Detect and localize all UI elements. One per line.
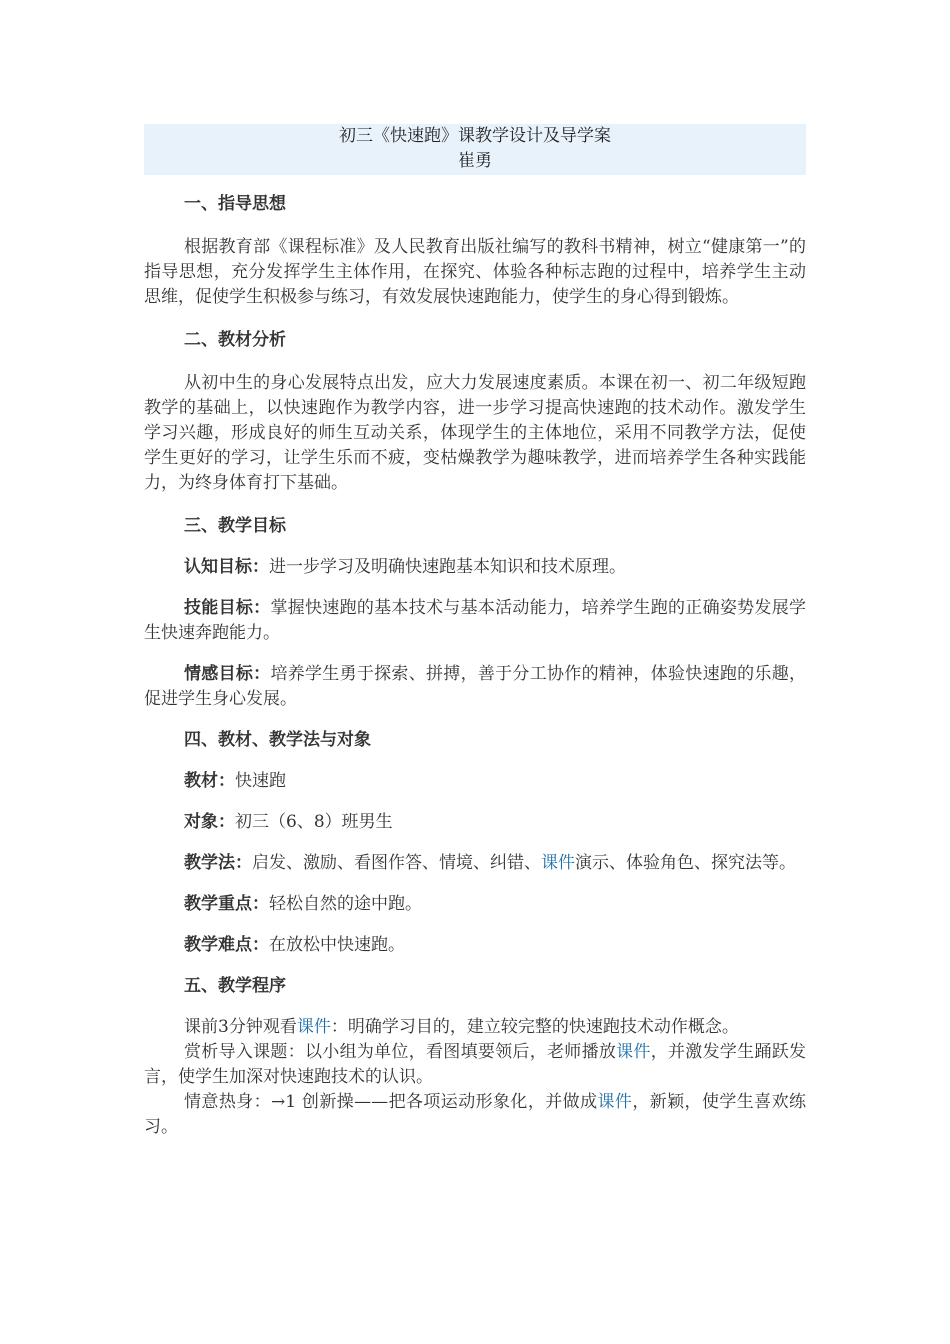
procedure-1-post: ：明确学习目的，建立较完整的快速跑技术动作概念。: [330, 1017, 739, 1037]
document-page: [144, 124, 806, 1140]
goal-text: 进一步学习及明确快速跑基本知识和技术原理。: [269, 557, 626, 577]
section-body-1: 根据教育部《课程标准》及人民教育出版社编写的教科书精神，树立“健康第一”的指导思想，充分发挥学生主体作用，在探究、体验各种标志跑的过程中，培养学生主动思维，促使学生积极参与练习，有效发展快速跑能力，使学生的身心得到锻炼。: [144, 237, 806, 307]
procedure-2-post: ，并激发学生踊跃发言，使学生加深对快速跑技术的认识。: [144, 1042, 807, 1087]
courseware-link[interactable]: 课件: [597, 1092, 633, 1112]
method-line: [144, 851, 806, 876]
procedure-1: [144, 1015, 806, 1040]
goal-text: 培养学生勇于探索、拼搏，善于分工协作的精神，体验快速跑的乐趣，促进学生身心发展。: [144, 664, 807, 709]
material-line: [144, 769, 806, 794]
method-post: 演示、体验角色、探究法等。: [575, 853, 796, 873]
procedure-3-pre: 情意热身：→1 创新操——把各项运动形象化，并做成: [184, 1092, 598, 1112]
difficult-point-label: 教学难点：: [184, 935, 269, 955]
courseware-link[interactable]: 课件: [616, 1042, 651, 1062]
material-label: 教材：: [184, 771, 235, 791]
material-text: 快速跑: [235, 771, 286, 791]
goal-label: 技能目标：: [184, 598, 271, 618]
goal-label: 认知目标：: [184, 557, 269, 577]
object-label: 对象：: [184, 812, 235, 832]
procedure-1-pre: 课前3分钟观看: [184, 1017, 297, 1037]
section-heading-4: 四、教材、教学法与对象: [184, 730, 371, 750]
procedure-3-post: ，新颖，使学生喜欢练习。: [144, 1092, 807, 1137]
section-heading-2: 二、教材分析: [184, 330, 286, 350]
document-author: 崔勇: [458, 151, 492, 171]
difficult-point-line: [144, 933, 806, 958]
key-point-line: [144, 892, 806, 917]
method-pre: 启发、激励、看图作答、情境、纠错、: [252, 853, 541, 873]
object-line: [144, 810, 806, 835]
procedure-2-pre: 赏析导入课题：以小组为单位，看图填要领后，老师播放: [184, 1042, 617, 1062]
goal-label: 情感目标：: [184, 664, 271, 684]
object-text: 初三（6、8）班男生: [235, 812, 393, 832]
title-banner: [144, 124, 806, 175]
key-point-label: 教学重点：: [184, 894, 269, 914]
section-heading-1: 一、指导思想: [184, 194, 286, 214]
procedure-3: [144, 1090, 806, 1140]
method-label: 教学法：: [184, 853, 252, 873]
key-point-text: 轻松自然的途中跑。: [269, 894, 422, 914]
section-heading-3: 三、教学目标: [184, 516, 286, 536]
section-body-2: 从初中生的身心发展特点出发，应大力发展速度素质。本课在初一、初二年级短跑教学的基础上，以快速跑作为教学内容，进一步学习提高快速跑的技术动作。激发学生学习兴趣，形成良好的师生互动关系，体现学生的主体地位，采用不同教学方法，促使学生更好的学习，让学生乐而不疲，变枯燥教学为趣味教学，进而培养学生各种实践能力，为终身体育打下基础。: [144, 373, 806, 493]
difficult-point-text: 在放松中快速跑。: [269, 935, 405, 955]
procedure-2: [144, 1040, 806, 1090]
courseware-link[interactable]: 课件: [296, 1017, 331, 1037]
goal-skill: [144, 596, 806, 646]
goal-cognitive: [144, 555, 806, 580]
goal-text: 掌握快速跑的基本技术与基本活动能力，培养学生跑的正确姿势发展学生快速奔跑能力。: [144, 598, 807, 643]
courseware-link[interactable]: 课件: [541, 853, 575, 873]
goal-emotion: [144, 662, 806, 712]
section-heading-5: 五、教学程序: [184, 976, 286, 996]
document-title: 初三《快速跑》课教学设计及导学案: [339, 126, 611, 146]
